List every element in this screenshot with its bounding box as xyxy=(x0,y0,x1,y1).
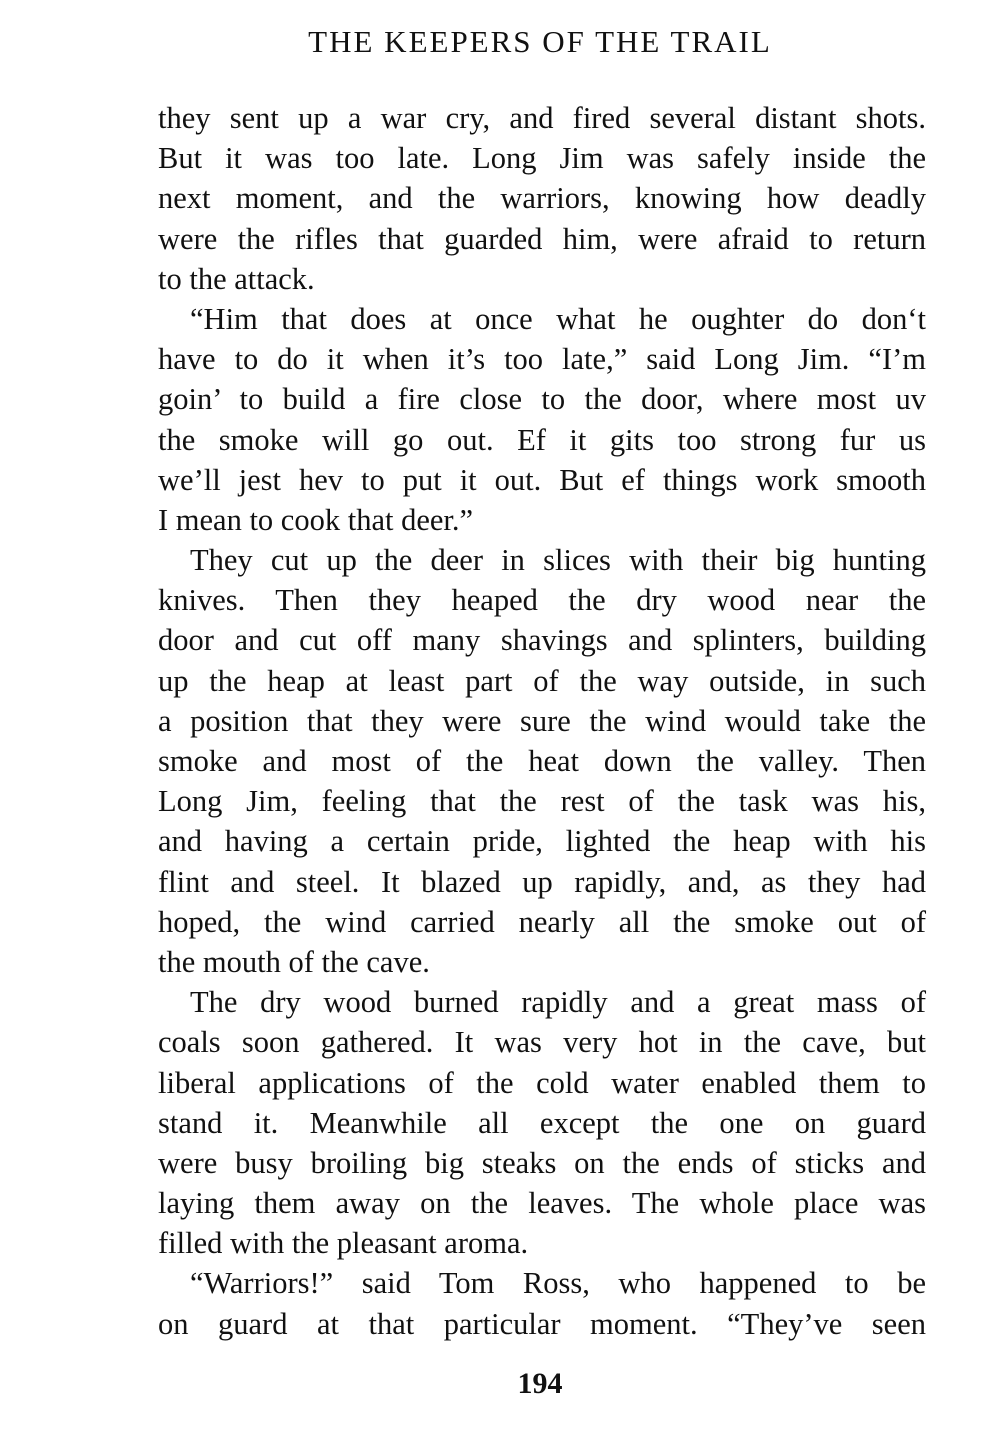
text-line: filled with the pleasant aroma. xyxy=(158,1226,529,1261)
text-line: they sent up a war cry, and fired several distant shots. xyxy=(158,101,926,135)
text-line: They cut up the deer in slices with their big hunting xyxy=(190,543,926,578)
text-line: “Him that does at once what he oughter do don‘t xyxy=(190,301,926,336)
text-line: the smoke will go out. Ef it gits too strong fur us xyxy=(158,422,926,457)
text-line: goin’ to build a fire close to the door, where most uv xyxy=(158,382,926,417)
text-line: the mouth of the cave. xyxy=(158,944,430,979)
text-line: I mean to cook that deer.” xyxy=(158,502,474,537)
text-line: The dry wood burned rapidly and a great mass of xyxy=(190,985,926,1020)
text-line: we’ll jest hev to put it out. But ef things work smooth xyxy=(158,462,926,497)
text-line: smoke and most of the heat down the valley. Then xyxy=(158,744,926,778)
text-line: to the attack. xyxy=(158,261,315,296)
text-line: have to do it when it’s too late,” said Long Jim. “I’m xyxy=(158,342,926,377)
text-line: knives. Then they heaped the dry wood near the xyxy=(158,583,926,618)
text-line: up the heap at least part of the way outside, in such xyxy=(158,663,926,698)
running-head: THE KEEPERS OF THE TRAIL xyxy=(308,24,772,59)
text-line: Long Jim, feeling that the rest of the task was his, xyxy=(158,784,926,819)
text-line: stand it. Meanwhile all except the one on guard xyxy=(158,1105,926,1140)
text-line: a position that they were sure the wind would take the xyxy=(158,703,926,738)
text-line: and having a certain pride, lighted the heap with his xyxy=(158,824,926,859)
text-line: on guard at that particular moment. “They’ve seen xyxy=(158,1306,926,1341)
text-line: But it was too late. Long Jim was safely inside the xyxy=(158,141,926,176)
text-line: “Warriors!” said Tom Ross, who happened to be xyxy=(190,1266,926,1301)
text-line: were the rifles that guarded him, were afraid to return xyxy=(158,221,926,256)
text-line: were busy broiling big steaks on the ends of sticks and xyxy=(158,1145,926,1180)
body-text xyxy=(158,98,926,1344)
text-line: door and cut off many shavings and splinters, building xyxy=(158,623,926,658)
text-line: hoped, the wind carried nearly all the smoke out of xyxy=(158,904,926,939)
text-line: coals soon gathered. It was very hot in the cave, but xyxy=(158,1025,926,1060)
text-line: liberal applications of the cold water enabled them to xyxy=(158,1065,926,1100)
text-line: laying them away on the leaves. The whole place was xyxy=(158,1186,926,1221)
text-line: next moment, and the warriors, knowing how deadly xyxy=(158,181,926,216)
text-line: flint and steel. It blazed up rapidly, and, as they had xyxy=(158,864,926,899)
page-number: 194 xyxy=(517,1367,563,1400)
